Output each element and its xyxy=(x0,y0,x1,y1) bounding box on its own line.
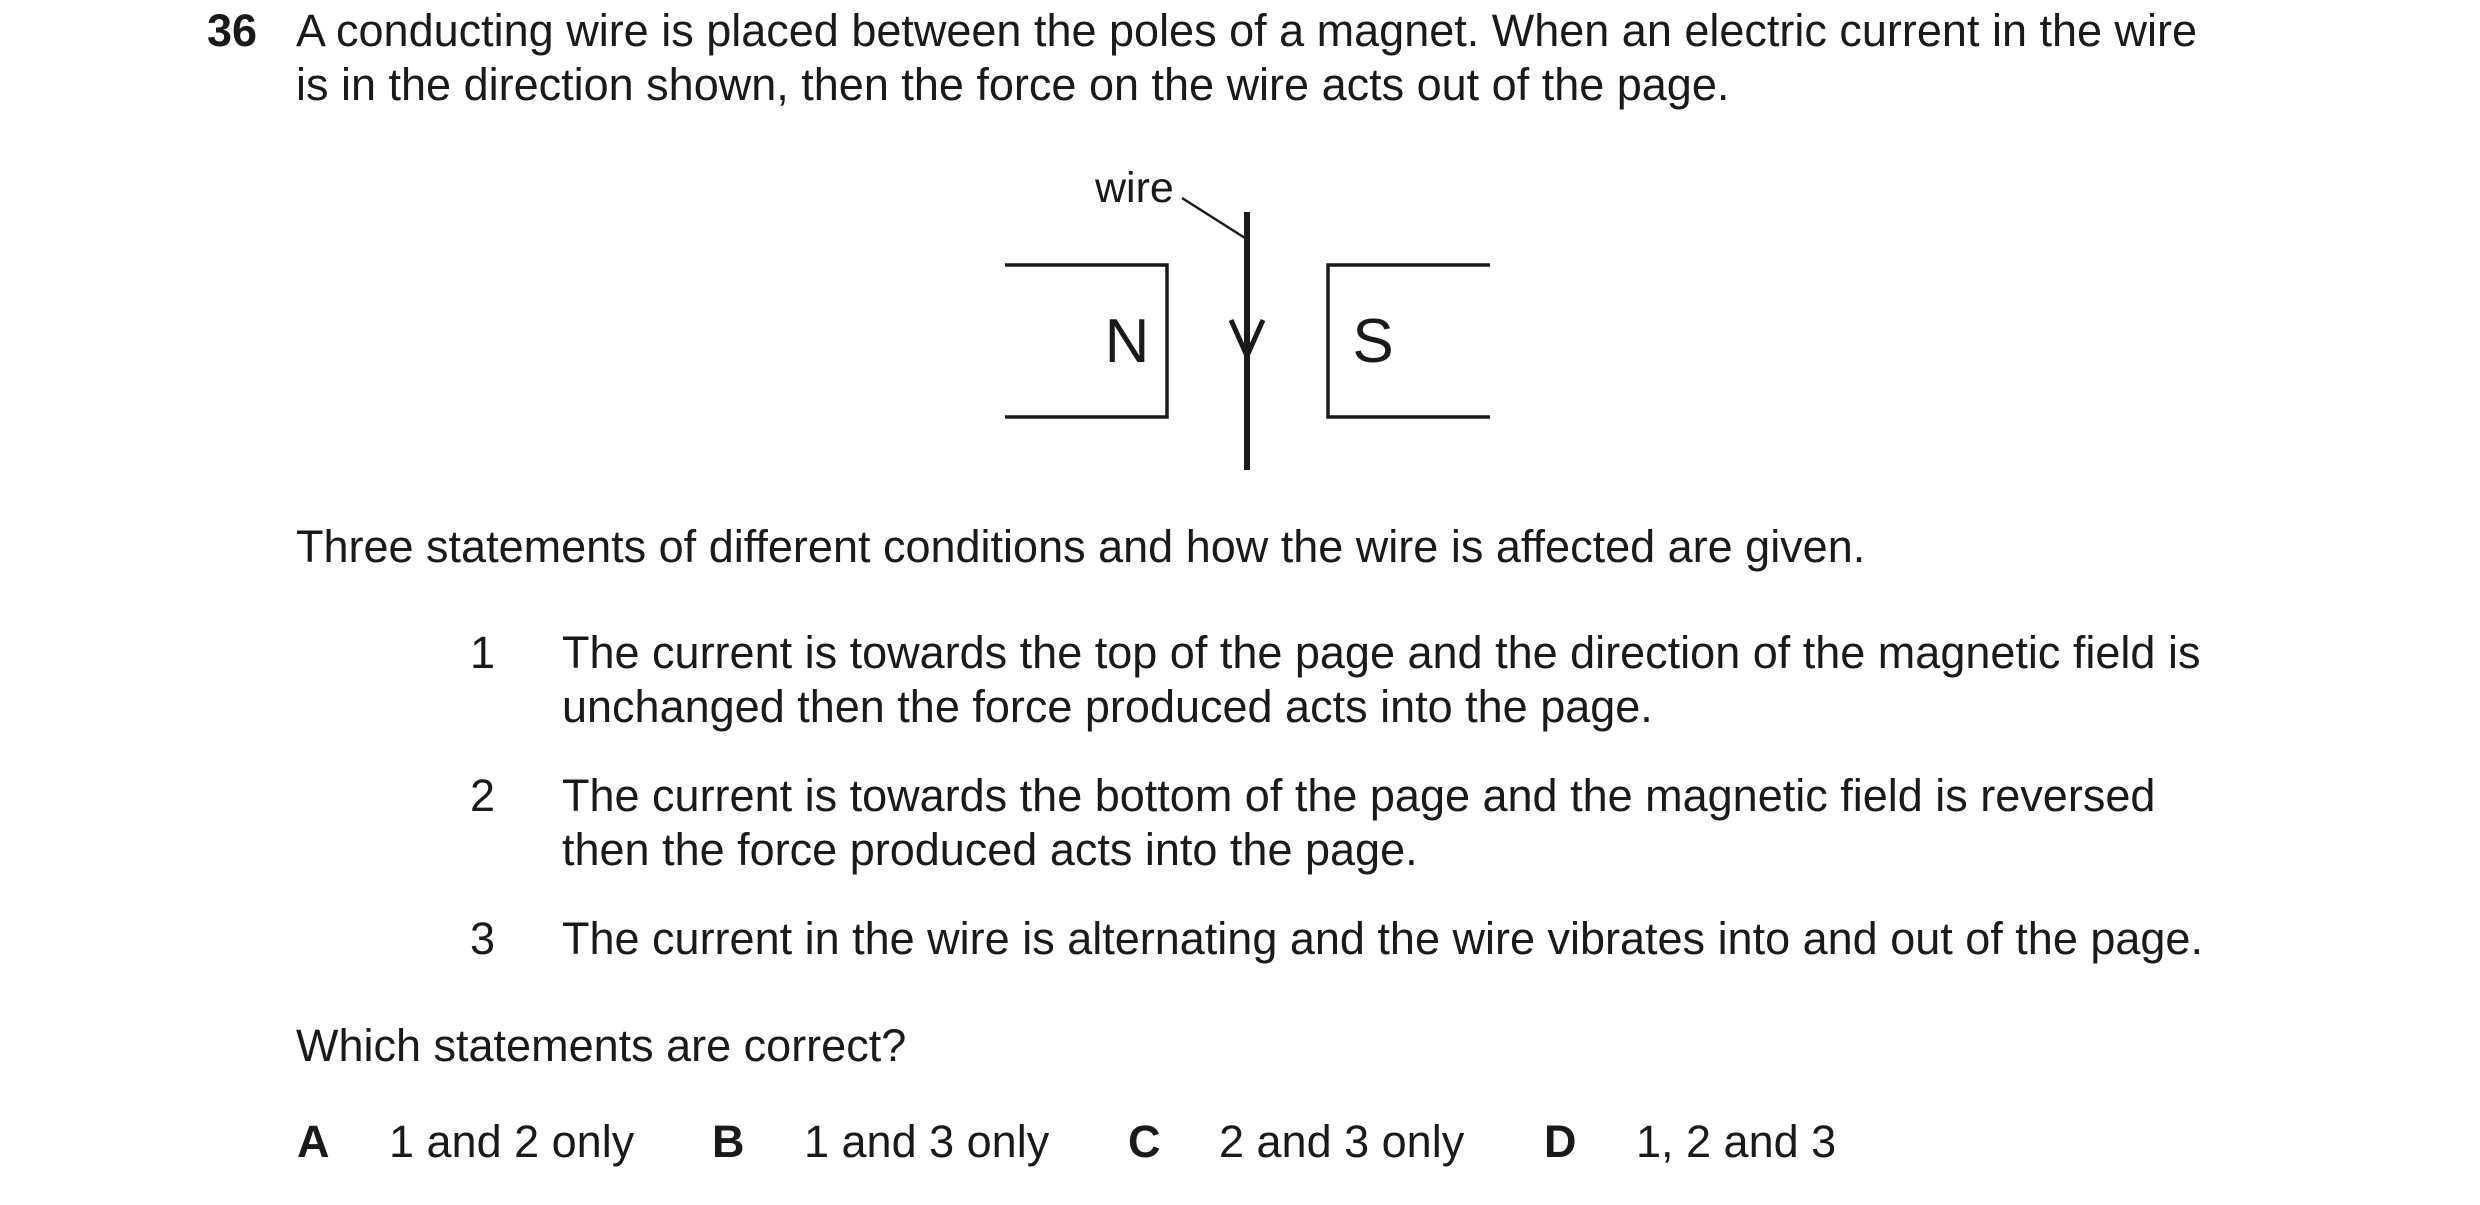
statement-text xyxy=(562,626,2362,734)
option-d-text[interactable]: 1, 2 and 3 xyxy=(1636,1116,1837,1167)
option-b-text[interactable]: 1 and 3 only xyxy=(804,1116,1050,1167)
south-pole-label: S xyxy=(1352,307,1394,376)
statement-text-line: The current is towards the bottom of the page and the magnetic field is reversed xyxy=(562,770,2156,821)
option-d-letter[interactable]: D xyxy=(1544,1116,1577,1167)
question-number: 36 xyxy=(207,5,258,56)
wire-leader-line xyxy=(1182,198,1245,238)
north-pole-label: N xyxy=(1104,307,1150,376)
question-stem-line: is in the direction shown, then the force on the wire acts out of the page. xyxy=(296,59,1730,110)
statement-text-line: The current is towards the top of the page and the direction of the magnetic field is xyxy=(562,627,2201,678)
wire-label: wire xyxy=(1095,164,1174,212)
option-c-letter[interactable]: C xyxy=(1128,1116,1161,1167)
statement-number: 1 xyxy=(470,627,496,678)
option-a-letter[interactable]: A xyxy=(297,1116,330,1167)
statement-text xyxy=(562,912,2362,966)
option-c-text[interactable]: 2 and 3 only xyxy=(1219,1116,1465,1167)
option-a-text[interactable]: 1 and 2 only xyxy=(389,1116,635,1167)
option-b-letter[interactable]: B xyxy=(712,1116,745,1167)
statements-intro: Three statements of different conditions and how the wire is affected are given. xyxy=(296,521,1866,572)
question-stem-line: A conducting wire is placed between the poles of a magnet. When an electric current in the wire xyxy=(296,5,2198,56)
statement-text-line: then the force produced acts into the page. xyxy=(562,824,1418,875)
statement-text-line: The current in the wire is alternating and the wire vibrates into and out of the page. xyxy=(562,913,2203,964)
magnet-wire-diagram xyxy=(0,0,2480,500)
statement-text-line: unchanged then the force produced acts into the page. xyxy=(562,681,1653,732)
statement-text xyxy=(562,769,2362,877)
question-prompt: Which statements are correct? xyxy=(296,1020,907,1071)
statement-number: 2 xyxy=(470,770,496,821)
statement-number: 3 xyxy=(470,913,496,964)
